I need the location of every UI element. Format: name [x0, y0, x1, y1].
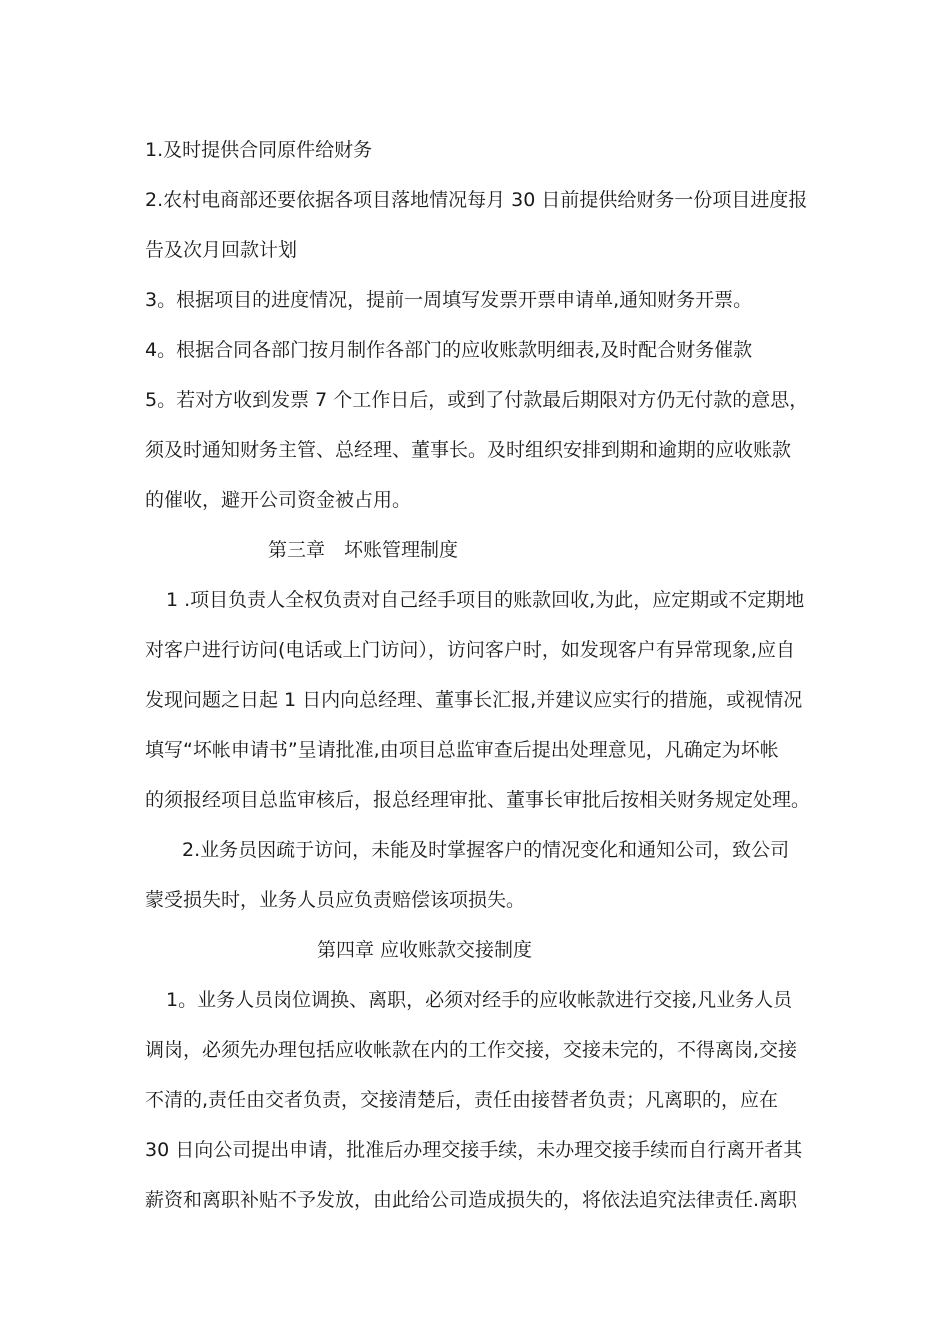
- paragraph-line: 填写“坏帐申请书”呈请批准,由项目总监审查后提出处理意见，凡确定为坏帐: [145, 739, 779, 761]
- paragraph-line: 薪资和离职补贴不予发放，由此给公司造成损失的，将依法追究法律责任.离职: [145, 1189, 798, 1211]
- paragraph-line: 1 .项目负责人全权负责对自己经手项目的账款回收,为此，应定期或不定期地: [166, 589, 805, 611]
- paragraph-line: 4。根据合同各部门按月制作各部门的应收账款明细表,及时配合财务催款: [145, 339, 753, 361]
- paragraph-line: 1.及时提供合同原件给财务: [145, 139, 373, 161]
- paragraph-line: 3。根据项目的进度情况，提前一周填写发票开票申请单,通知财务开票。: [145, 289, 753, 311]
- chapter-3-heading: 第三章 坏账管理制度: [268, 539, 459, 561]
- paragraph-line: 对客户进行访问(电话或上门访问），访问客户时，如发现客户有异常现象,应自: [145, 639, 795, 661]
- paragraph-line: 2.农村电商部还要依据各项目落地情况每月 30 日前提供给财务一份项目进度报: [145, 189, 808, 211]
- paragraph-line: 须及时通知财务主管、总经理、董事长。及时组织安排到期和逾期的应收账款: [145, 439, 792, 461]
- paragraph-line: 告及次月回款计划: [145, 239, 298, 261]
- paragraph-line: 蒙受损失时，业务人员应负责赔偿该项损失。: [145, 889, 526, 911]
- paragraph-line: 30 日向公司提出申请，批准后办理交接手续，未办理交接手续而自行离开者其: [145, 1139, 803, 1161]
- paragraph-line: 2.业务员因疏于访问，未能及时掌握客户的情况变化和通知公司，致公司: [182, 839, 790, 861]
- paragraph-line: 不清的,责任由交者负责，交接清楚后，责任由接替者负责；凡离职的，应在: [145, 1089, 779, 1111]
- paragraph-line: 1。业务人员岗位调换、离职，必须对经手的应收帐款进行交接,凡业务人员: [166, 989, 793, 1011]
- paragraph-line: 的催收，避开公司资金被占用。: [145, 489, 412, 511]
- chapter-4-heading: 第四章 应收账款交接制度: [317, 939, 533, 961]
- paragraph-line: 的须报经项目总监审核后，报总经理审批、董事长审批后按相关财务规定处理。: [145, 789, 811, 811]
- paragraph-line: 5。若对方收到发票 7 个工作日后，或到了付款最后期限对方仍无付款的意思，: [145, 389, 809, 411]
- paragraph-line: 发现问题之日起 1 日内向总经理、董事长汇报,并建议应实行的措施，或视情况: [145, 689, 803, 711]
- paragraph-line: 调岗，必须先办理包括应收帐款在内的工作交接，交接未完的，不得离岗,交接: [145, 1039, 798, 1061]
